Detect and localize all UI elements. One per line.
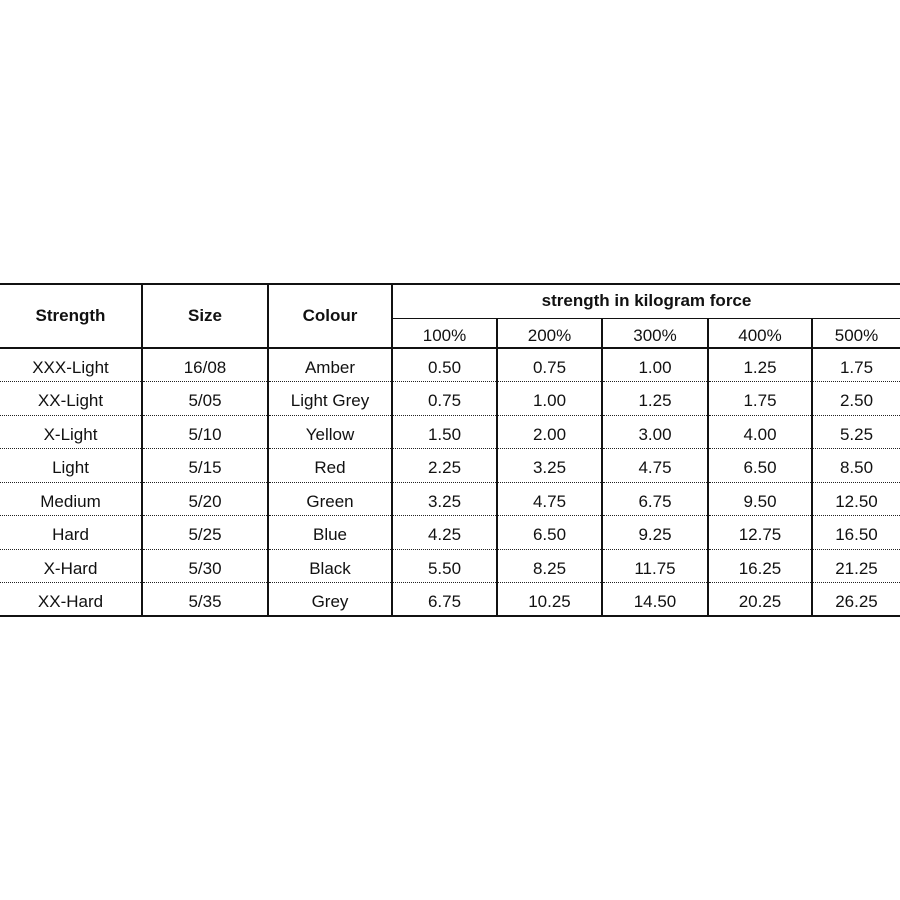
table-header <box>0 284 900 348</box>
cell-strength: X-Hard <box>0 549 142 583</box>
cell-force-100pct: 4.25 <box>392 516 497 550</box>
cell-force-200pct: 4.75 <box>497 482 602 516</box>
header-pct-500: 500% <box>812 318 900 348</box>
cell-colour: Amber <box>268 348 392 382</box>
cell-force-300pct: 3.00 <box>602 415 708 449</box>
cell-force-100pct: 1.50 <box>392 415 497 449</box>
cell-force-200pct: 8.25 <box>497 549 602 583</box>
cell-size: 5/15 <box>142 449 268 483</box>
table-row <box>0 516 900 550</box>
header-pct-100: 100% <box>392 318 497 348</box>
cell-force-400pct: 9.50 <box>708 482 812 516</box>
header-pct-200: 200% <box>497 318 602 348</box>
cell-force-500pct: 21.25 <box>812 549 900 583</box>
cell-size: 5/25 <box>142 516 268 550</box>
cell-force-300pct: 9.25 <box>602 516 708 550</box>
cell-colour: Green <box>268 482 392 516</box>
cell-force-500pct: 5.25 <box>812 415 900 449</box>
cell-force-100pct: 0.75 <box>392 382 497 416</box>
cell-force-500pct: 1.75 <box>812 348 900 382</box>
cell-force-400pct: 1.75 <box>708 382 812 416</box>
cell-force-100pct: 3.25 <box>392 482 497 516</box>
cell-force-500pct: 12.50 <box>812 482 900 516</box>
table-row <box>0 449 900 483</box>
cell-strength: X-Light <box>0 415 142 449</box>
cell-force-100pct: 5.50 <box>392 549 497 583</box>
table-row <box>0 415 900 449</box>
cell-force-400pct: 12.75 <box>708 516 812 550</box>
cell-strength: XX-Hard <box>0 583 142 617</box>
cell-force-500pct: 8.50 <box>812 449 900 483</box>
table-row <box>0 348 900 382</box>
cell-colour: Red <box>268 449 392 483</box>
cell-strength: XXX-Light <box>0 348 142 382</box>
cell-strength: XX-Light <box>0 382 142 416</box>
table-row <box>0 482 900 516</box>
cell-size: 16/08 <box>142 348 268 382</box>
cell-force-300pct: 6.75 <box>602 482 708 516</box>
cell-force-400pct: 1.25 <box>708 348 812 382</box>
cell-force-200pct: 0.75 <box>497 348 602 382</box>
header-size: Size <box>142 284 268 348</box>
cell-force-200pct: 6.50 <box>497 516 602 550</box>
cell-colour: Black <box>268 549 392 583</box>
cell-force-300pct: 1.00 <box>602 348 708 382</box>
cell-force-200pct: 3.25 <box>497 449 602 483</box>
header-group-kilogram-force: strength in kilogram force <box>392 284 900 318</box>
strength-table <box>0 283 900 617</box>
header-colour: Colour <box>268 284 392 348</box>
cell-force-300pct: 1.25 <box>602 382 708 416</box>
cell-force-400pct: 6.50 <box>708 449 812 483</box>
cell-force-300pct: 11.75 <box>602 549 708 583</box>
cell-force-200pct: 1.00 <box>497 382 602 416</box>
cell-force-500pct: 26.25 <box>812 583 900 617</box>
cell-force-200pct: 2.00 <box>497 415 602 449</box>
cell-force-400pct: 20.25 <box>708 583 812 617</box>
header-pct-400: 400% <box>708 318 812 348</box>
cell-force-500pct: 16.50 <box>812 516 900 550</box>
header-strength: Strength <box>0 284 142 348</box>
cell-strength: Light <box>0 449 142 483</box>
cell-strength: Medium <box>0 482 142 516</box>
cell-size: 5/05 <box>142 382 268 416</box>
cell-colour: Light Grey <box>268 382 392 416</box>
cell-colour: Yellow <box>268 415 392 449</box>
table-row <box>0 382 900 416</box>
cell-force-100pct: 6.75 <box>392 583 497 617</box>
cell-force-400pct: 4.00 <box>708 415 812 449</box>
cell-force-200pct: 10.25 <box>497 583 602 617</box>
cell-size: 5/20 <box>142 482 268 516</box>
cell-colour: Grey <box>268 583 392 617</box>
header-pct-300: 300% <box>602 318 708 348</box>
cell-force-500pct: 2.50 <box>812 382 900 416</box>
cell-force-100pct: 2.25 <box>392 449 497 483</box>
cell-size: 5/30 <box>142 549 268 583</box>
strength-table-container <box>0 283 900 617</box>
cell-force-300pct: 14.50 <box>602 583 708 617</box>
table-row <box>0 583 900 617</box>
cell-strength: Hard <box>0 516 142 550</box>
cell-colour: Blue <box>268 516 392 550</box>
table-body <box>0 348 900 616</box>
cell-size: 5/10 <box>142 415 268 449</box>
table-row <box>0 549 900 583</box>
cell-size: 5/35 <box>142 583 268 617</box>
cell-force-100pct: 0.50 <box>392 348 497 382</box>
cell-force-400pct: 16.25 <box>708 549 812 583</box>
cell-force-300pct: 4.75 <box>602 449 708 483</box>
